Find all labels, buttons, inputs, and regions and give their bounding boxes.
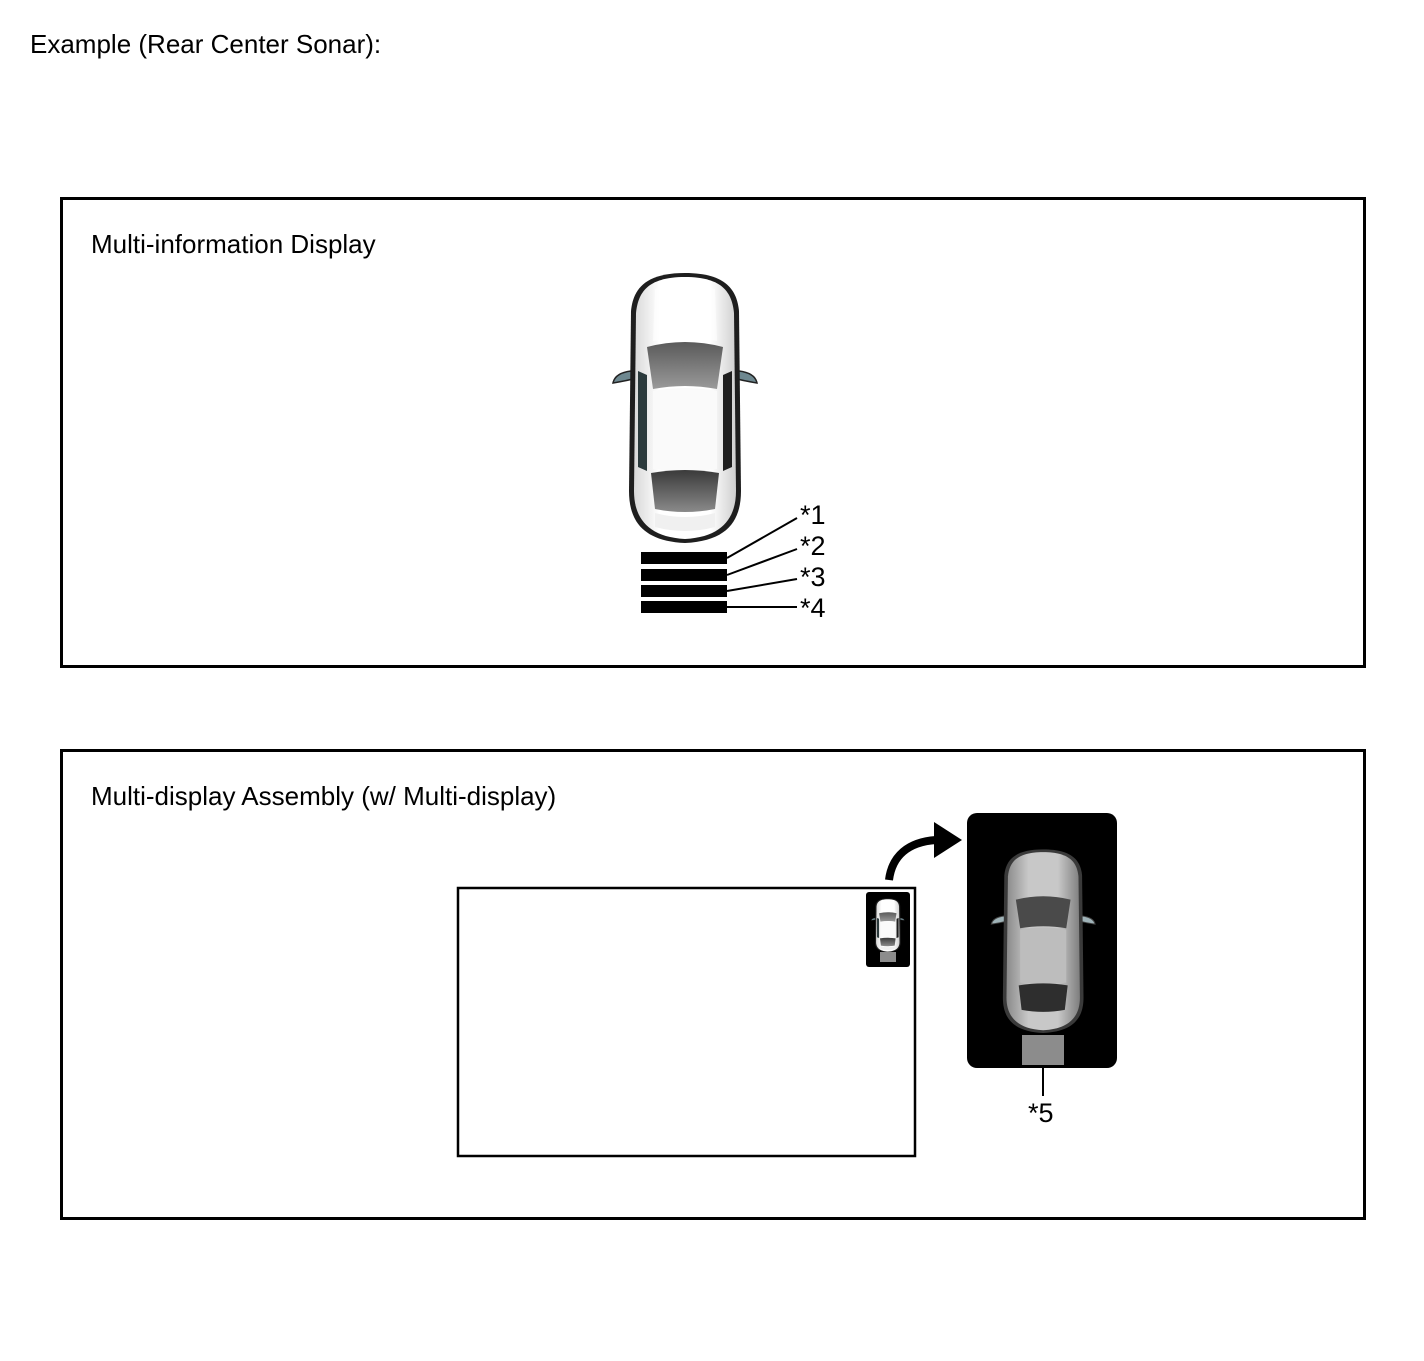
callout-2: *2 bbox=[800, 531, 826, 561]
car-icon-small bbox=[871, 898, 904, 952]
sonar-zone-small bbox=[880, 952, 896, 962]
callout-5: *5 bbox=[1028, 1098, 1054, 1128]
sonar-bar-1 bbox=[641, 552, 727, 564]
callout-3: *3 bbox=[800, 562, 826, 592]
sonar-bar-3 bbox=[641, 585, 727, 597]
multi-information-display-title: Multi-information Display bbox=[91, 229, 376, 259]
zoom-arrow bbox=[889, 840, 936, 880]
sonar-bar-4 bbox=[641, 601, 727, 613]
callout-4: *4 bbox=[800, 593, 826, 623]
leader-line-3 bbox=[727, 579, 797, 591]
multi-display-assembly-title: Multi-display Assembly (w/ Multi-display) bbox=[91, 781, 557, 811]
zoom-arrow-head bbox=[934, 822, 962, 858]
callout-1: *1 bbox=[800, 500, 826, 530]
sonar-bar-2 bbox=[641, 569, 727, 581]
multi-display-screen bbox=[458, 888, 915, 1156]
sonar-zone-indicator bbox=[1022, 1035, 1064, 1065]
figure-caption: Example (Rear Center Sonar): bbox=[30, 29, 382, 59]
car-icon-grey bbox=[991, 849, 1095, 1033]
car-top-view-white bbox=[613, 273, 757, 543]
